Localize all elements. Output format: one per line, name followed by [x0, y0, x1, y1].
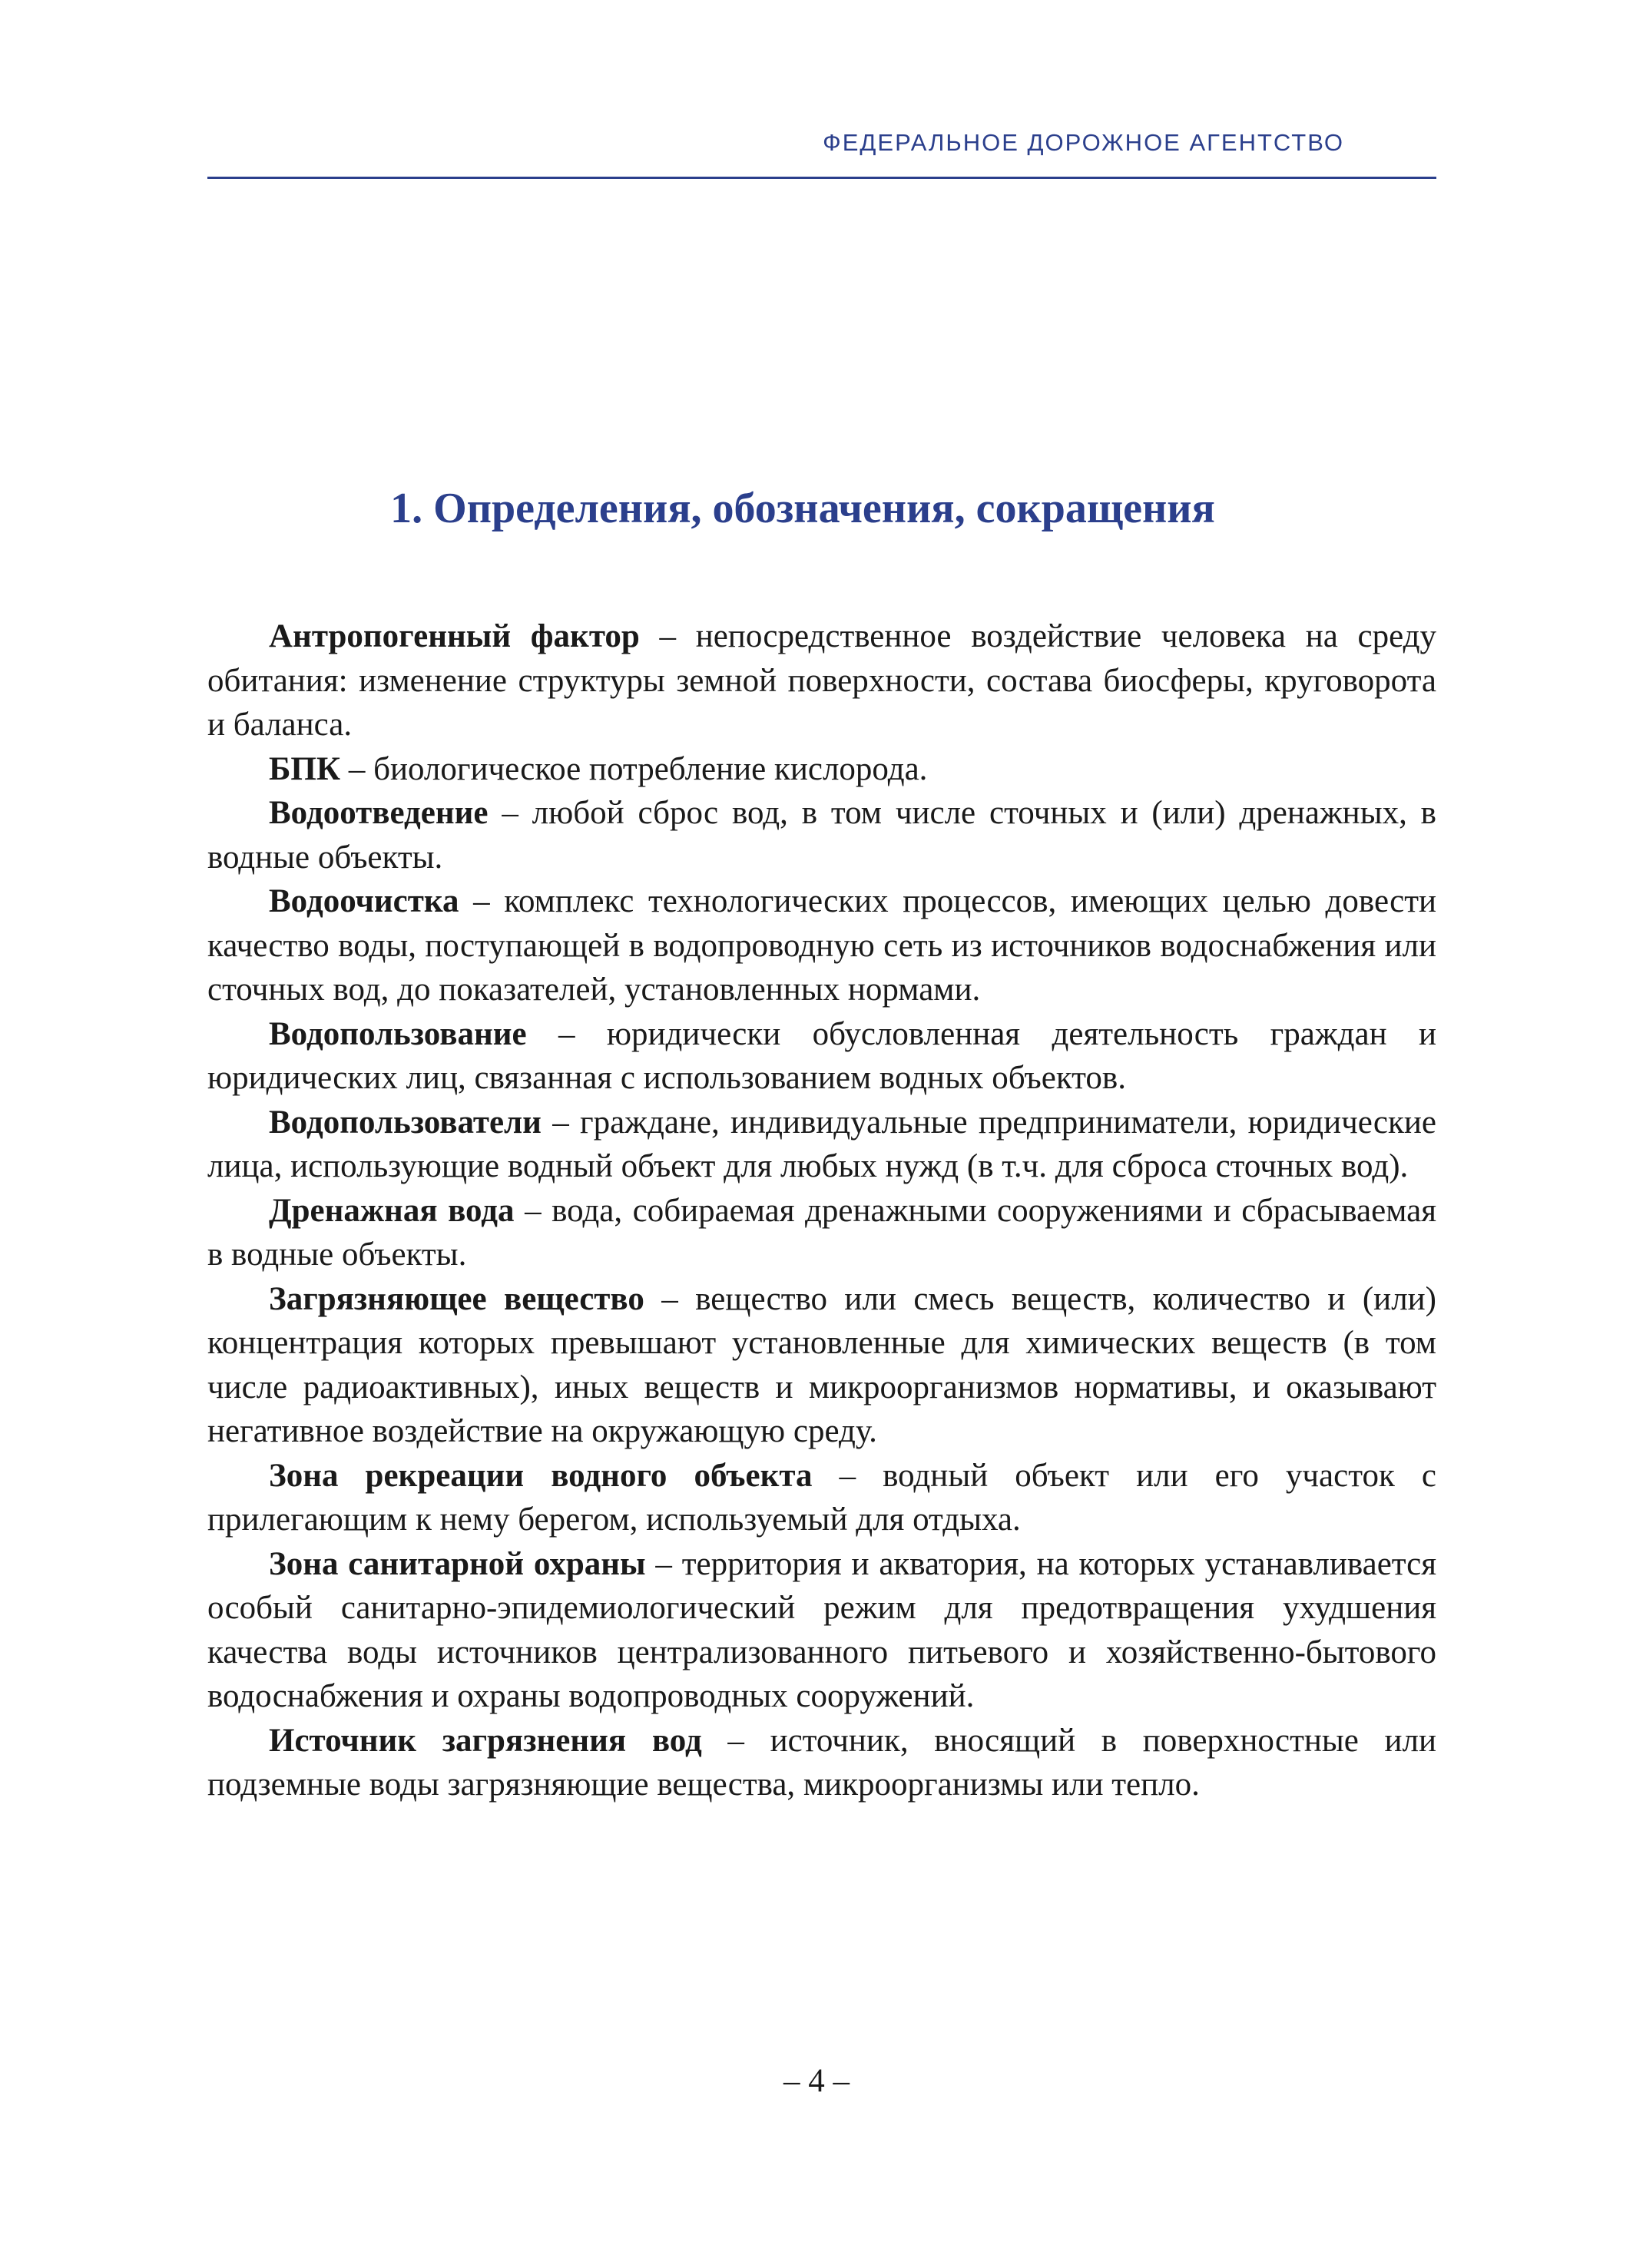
definition-drainage-water — [207, 1189, 1436, 1277]
definition-term: Водоочистка — [269, 883, 459, 919]
page-number: – 4 – — [783, 2063, 850, 2099]
running-header: ФЕДЕРАЛЬНОЕ ДОРОЖНОЕ АГЕНТСТВО — [823, 129, 1344, 156]
definition-term: Водоотведение — [269, 795, 489, 831]
definition-text: – территория и акватория, на которых устанавливается особый санитарно-эпидемиологический режим для предотвращения ухудшения качества воды источников централизованного питьевого и хозяйственно-бытового водоснабжения и охраны водопроводных сооружений. — [207, 1545, 1436, 1714]
definition-text: – водный объект или его участок с прилегающим к нему берегом, используемый для отдыха. — [207, 1457, 1436, 1538]
definition-anthropogenic-factor — [207, 614, 1436, 747]
definition-text: – непосредственное воздействие человека на среду обитания: изменение структуры земной поверхности, состава биосферы, круговорота и баланса. — [207, 618, 1436, 743]
definition-water-use — [207, 1012, 1436, 1101]
definition-term: Дренажная вода — [269, 1192, 515, 1229]
section-title: 1. Определения, обозначения, сокращения — [390, 485, 1215, 532]
definition-text: – источник, вносящий в поверхностные или подземные воды загрязняющие вещества, микроорганизмы или тепло. — [207, 1722, 1437, 1803]
definitions-list — [207, 614, 1436, 1807]
definition-term: Источник загрязнения вод — [269, 1722, 702, 1759]
definition-water-disposal — [207, 791, 1436, 879]
definition-text: – вещество или смесь веществ, количество и (или) концентрация которых превышают установленные для химических веществ (в том числе радиоактивных), иных веществ и микроорганизмов нормативы, и оказывают негативное воздействие на окружающую среду. — [207, 1280, 1436, 1449]
definition-term: Зона рекреации водного объекта — [269, 1457, 813, 1494]
definition-text: – любой сброс вод, в том числе сточных и (или) дренажных, в водные объекты. — [207, 795, 1436, 876]
definition-sanitary-protection-zone — [207, 1542, 1436, 1719]
definition-recreation-zone — [207, 1454, 1436, 1542]
definition-text: – вода, собираемая дренажными сооружениями и сбрасываемая в водные объекты. — [207, 1192, 1436, 1273]
definition-term: БПК — [269, 750, 341, 787]
definition-term: Водопользователи — [269, 1104, 542, 1141]
definition-term: Загрязняющее вещество — [269, 1280, 644, 1317]
definition-water-users — [207, 1101, 1436, 1189]
definition-text: – биологическое потребление кислорода. — [340, 750, 928, 787]
definition-bpk — [207, 747, 1436, 792]
definition-text: – граждане, индивидуальные предприниматели, юридические лица, использующие водный объект для любых нужд (в т.ч. для сброса сточных вод). — [207, 1104, 1436, 1184]
definition-term: Водопользование — [269, 1015, 527, 1052]
definition-text: – юридически обусловленная деятельность граждан и юридических лиц, связанная с использованием водных объектов. — [207, 1015, 1436, 1096]
definition-water-purification — [207, 879, 1436, 1012]
definition-term: Антропогенный фактор — [269, 618, 640, 654]
definition-pollution-source — [207, 1719, 1436, 1807]
definition-pollutant — [207, 1277, 1436, 1454]
definition-text: – комплекс технологических процессов, имеющих целью довести качество воды, поступающей в водопроводную сеть из источников водоснабжения или сточных вод, до показателей, установленных нормами. — [207, 883, 1436, 1008]
header-rule — [207, 177, 1436, 179]
definition-term: Зона санитарной охраны — [269, 1545, 646, 1582]
